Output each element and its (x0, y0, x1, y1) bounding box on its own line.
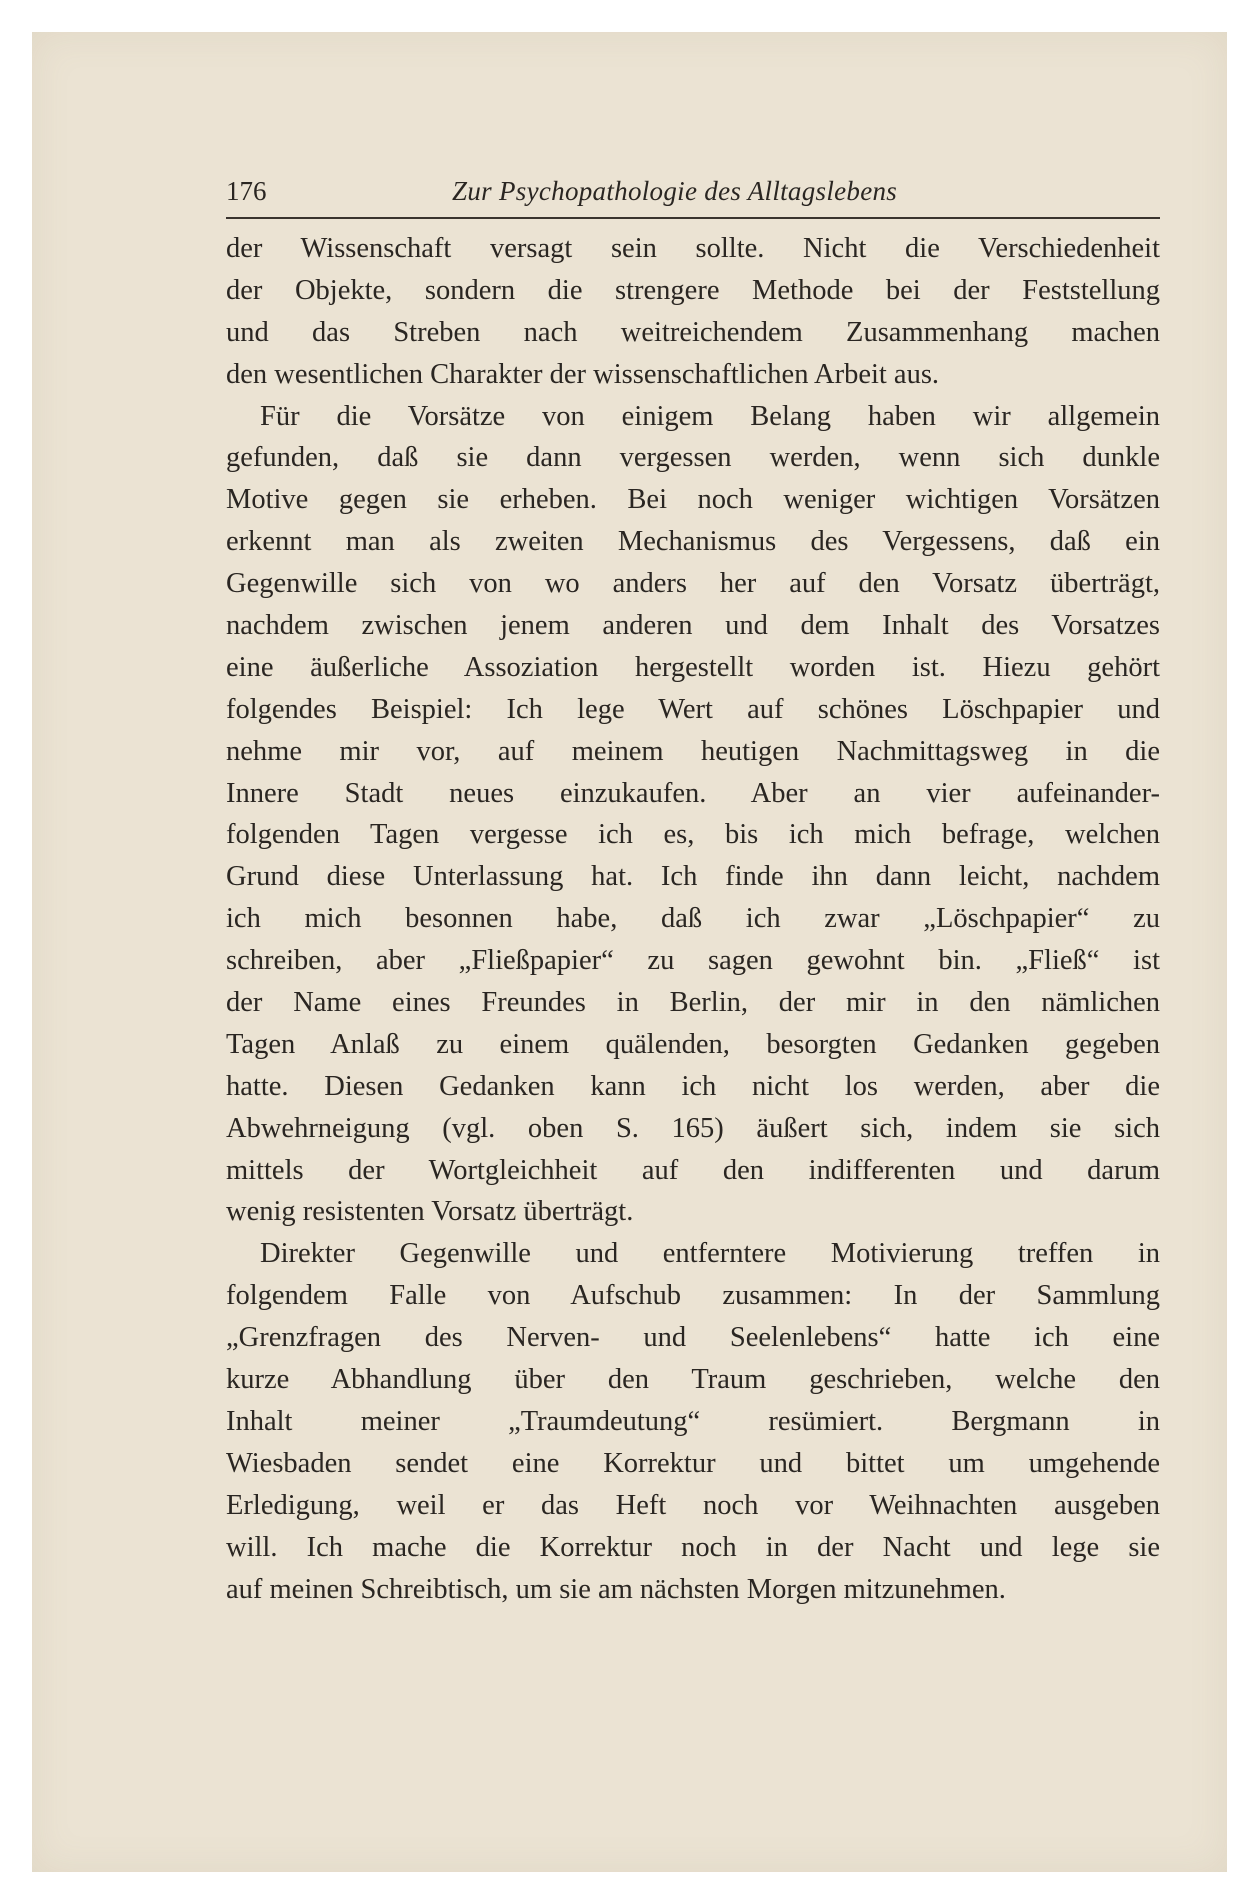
header-rule (226, 217, 1160, 219)
text-line: ich mich besonnen habe, daß ich zwar „Löschpapier“ zu (226, 903, 1160, 935)
text-line: Innere Stadt neues einzukaufen. Aber an vier aufeinander- (226, 777, 1160, 809)
text-line: Grund diese Unterlassung hat. Ich finde ihn dann leicht, nachdem (226, 861, 1160, 893)
text-line: Tagen Anlaß zu einem quälenden, besorgten Gedanken gegeben (226, 1028, 1160, 1060)
text-line: Erledigung, weil er das Heft noch vor Weihnachten ausgeben (226, 1489, 1160, 1521)
text-line: hatte. Diesen Gedanken kann ich nicht los werden, aber die (226, 1070, 1160, 1102)
text-line: folgendem Falle von Aufschub zusammen: In der Sammlung (226, 1280, 1160, 1312)
text-line: der Name eines Freundes in Berlin, der mir in den nämlichen (226, 987, 1160, 1019)
text-line: Abwehrneigung (vgl. oben S. 165) äußert sich, indem sie sich (226, 1112, 1160, 1144)
page-header (226, 176, 1160, 216)
text-line: Gegenwille sich von wo anders her auf den Vorsatz überträgt, (226, 568, 1160, 600)
text-line: nachdem zwischen jenem anderen und dem Inhalt des Vorsatzes (226, 610, 1160, 642)
text-line: Für die Vorsätze von einigem Belang haben wir allgemein (260, 400, 1160, 432)
text-line: erkennt man als zweiten Mechanismus des Vergessens, daß ein (226, 526, 1160, 558)
text-line: folgenden Tagen vergesse ich es, bis ich mich befrage, welchen (226, 819, 1160, 851)
text-line: mittels der Wortgleichheit auf den indifferenten und darum (226, 1154, 1160, 1186)
text-line: der Wissenschaft versagt sein sollte. Nicht die Verschiedenheit (226, 233, 1160, 264)
running-title: Zur Psychopathologie des Alltagslebens (452, 176, 898, 206)
text-line: wenig resistenten Vorsatz überträgt. (226, 1196, 634, 1228)
text-line: nehme mir vor, auf meinem heutigen Nachmittagsweg in die (226, 735, 1160, 767)
text-line: den wesentlichen Charakter der wissenschaftlichen Arbeit aus. (226, 358, 940, 390)
text-line: der Objekte, sondern die strengere Methode bei der Feststellung (226, 274, 1160, 306)
text-line: folgendes Beispiel: Ich lege Wert auf schönes Löschpapier und (226, 693, 1160, 725)
text-line: Inhalt meiner „Traumdeutung“ resümiert. Bergmann in (226, 1405, 1160, 1437)
text-line: will. Ich mache die Korrektur noch in der Nacht und lege sie (226, 1531, 1160, 1563)
text-line: eine äußerliche Assoziation hergestellt worden ist. Hiezu gehört (226, 651, 1160, 683)
text-line: und das Streben nach weitreichendem Zusammenhang machen (226, 316, 1160, 348)
text-line: auf meinen Schreibtisch, um sie am nächsten Morgen mitzunehmen. (226, 1573, 1006, 1605)
text-line: Motive gegen sie erheben. Bei noch weniger wichtigen Vorsätzen (226, 484, 1160, 516)
text-line: Direkter Gegenwille und entferntere Motivierung treffen in (260, 1238, 1160, 1270)
body-text (226, 228, 1160, 1610)
page-number: 176 (226, 176, 267, 206)
text-line: schreiben, aber „Fließpapier“ zu sagen gewohnt bin. „Fließ“ ist (226, 945, 1160, 977)
text-line: kurze Abhandlung über den Traum geschrieben, welche den (226, 1364, 1160, 1396)
text-line: „Grenzfragen des Nerven- und Seelenlebens“ hatte ich eine (226, 1322, 1160, 1354)
text-line: Wiesbaden sendet eine Korrektur und bittet um umgehende (226, 1447, 1160, 1479)
text-line: gefunden, daß sie dann vergessen werden, wenn sich dunkle (226, 442, 1160, 474)
